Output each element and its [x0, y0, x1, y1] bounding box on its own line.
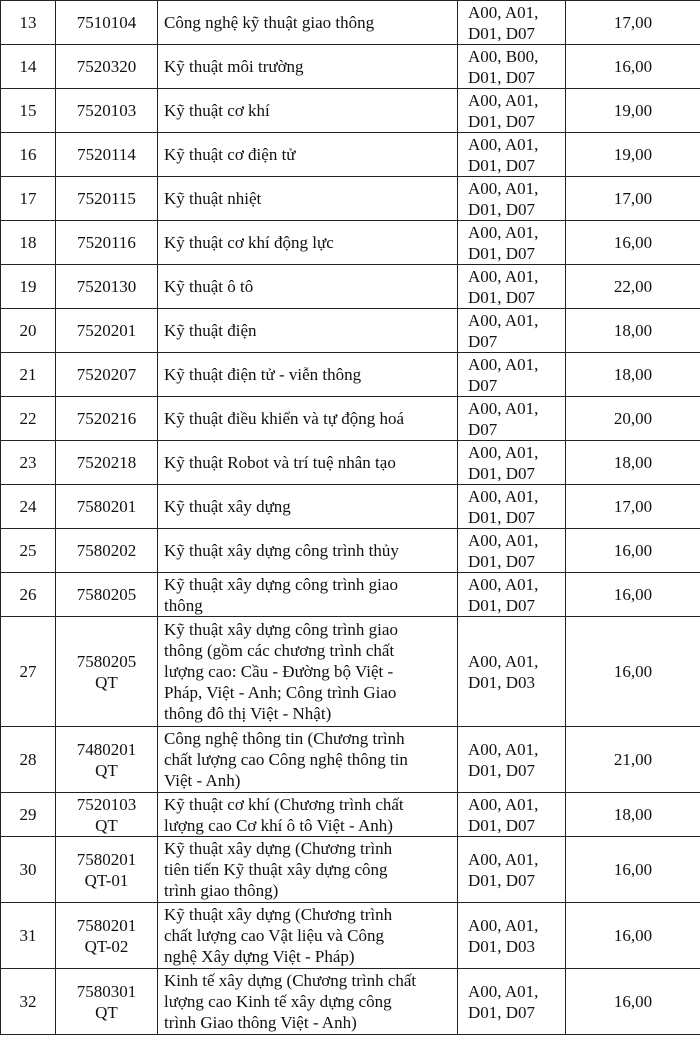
subject-combinations: A00, A01, D01, D07 [468, 442, 539, 483]
major-code: 7520218 [76, 453, 137, 472]
subject-combinations-cell [458, 837, 566, 903]
major-name-cell [158, 265, 458, 309]
row-number: 32 [19, 992, 37, 1011]
cutoff-score-cell [566, 177, 700, 221]
subject-combinations-cell [458, 529, 566, 573]
subject-combinations-cell [458, 397, 566, 441]
table-row [1, 353, 700, 397]
major-name: Kỹ thuật cơ khí [164, 101, 270, 120]
major-name-cell [158, 309, 458, 353]
row-number-cell [1, 529, 56, 573]
major-code-cell [56, 397, 158, 441]
major-name-cell [158, 221, 458, 265]
table-row [1, 221, 700, 265]
cutoff-score: 17,00 [613, 189, 653, 208]
cutoff-score-cell [566, 969, 700, 1035]
subject-combinations: A00, A01, D01, D07 [468, 222, 539, 263]
major-code: 7580202 [76, 541, 137, 560]
major-name-cell [158, 45, 458, 89]
major-code-cell [56, 45, 158, 89]
subject-combinations: A00, A01, D01, D07 [468, 178, 539, 219]
cutoff-score: 16,00 [613, 926, 653, 945]
cutoff-score: 19,00 [613, 101, 653, 120]
major-name: Kỹ thuật điều khiển và tự động hoá [164, 409, 405, 428]
row-number-cell [1, 485, 56, 529]
major-code: 7520216 [76, 409, 137, 428]
table-row [1, 617, 700, 727]
row-number: 26 [19, 585, 37, 604]
major-name: Kỹ thuật xây dựng (Chương trình chất lượng cao Vật liệu và Công nghệ Xây dựng Việt - Pháp) [164, 905, 393, 966]
cutoff-score: 16,00 [613, 662, 653, 681]
row-number: 22 [19, 409, 37, 428]
table-row [1, 1, 700, 45]
major-name: Kỹ thuật điện tử - viễn thông [164, 365, 362, 384]
major-name: Kỹ thuật ô tô [164, 277, 254, 296]
major-code: 7520207 [76, 365, 137, 384]
major-code-cell [56, 353, 158, 397]
major-code-cell [56, 221, 158, 265]
cutoff-score-cell [566, 617, 700, 727]
cutoff-score-cell [566, 837, 700, 903]
subject-combinations-cell [458, 309, 566, 353]
cutoff-score: 16,00 [613, 541, 653, 560]
table-row [1, 903, 700, 969]
subject-combinations: A00, A01, D01, D03 [468, 915, 539, 956]
major-code: 7520320 [76, 57, 137, 76]
subject-combinations: A00, A01, D01, D07 [468, 90, 539, 131]
subject-combinations-cell [458, 573, 566, 617]
table-row [1, 177, 700, 221]
row-number-cell [1, 1, 56, 45]
row-number: 15 [19, 101, 37, 120]
table-row [1, 969, 700, 1035]
row-number: 19 [19, 277, 37, 296]
row-number-cell [1, 133, 56, 177]
major-code: 7520103 QT [76, 794, 137, 835]
cutoff-score-cell [566, 221, 700, 265]
major-name: Công nghệ kỹ thuật giao thông [164, 13, 375, 32]
major-code: 7510104 [76, 13, 137, 32]
subject-combinations-cell [458, 353, 566, 397]
row-number-cell [1, 969, 56, 1035]
major-name: Kỹ thuật xây dựng công trình thủy [164, 541, 399, 560]
row-number: 17 [19, 189, 37, 208]
major-name-cell [158, 133, 458, 177]
major-code-cell [56, 793, 158, 837]
major-name: Kỹ thuật cơ khí động lực [164, 233, 334, 252]
major-name-cell [158, 969, 458, 1035]
table-row [1, 727, 700, 793]
cutoff-score-cell [566, 45, 700, 89]
cutoff-score-cell [566, 133, 700, 177]
major-code-cell [56, 573, 158, 617]
cutoff-score-cell [566, 397, 700, 441]
row-number-cell [1, 441, 56, 485]
cutoff-score: 16,00 [613, 860, 653, 879]
major-code-cell [56, 89, 158, 133]
major-name: Kỹ thuật xây dựng [164, 497, 291, 516]
subject-combinations: A00, A01, D01, D07 [468, 981, 539, 1022]
cutoff-score: 18,00 [613, 453, 653, 472]
subject-combinations-cell [458, 617, 566, 727]
cutoff-score: 19,00 [613, 145, 653, 164]
major-name-cell [158, 177, 458, 221]
row-number: 29 [19, 805, 37, 824]
major-name-cell [158, 441, 458, 485]
subject-combinations: A00, A01, D01, D07 [468, 794, 539, 835]
row-number: 14 [19, 57, 37, 76]
major-code: 7520201 [76, 321, 137, 340]
row-number: 23 [19, 453, 37, 472]
subject-combinations-cell [458, 727, 566, 793]
subject-combinations: A00, A01, D01, D07 [468, 574, 539, 615]
major-name-cell [158, 793, 458, 837]
cutoff-score: 18,00 [613, 805, 653, 824]
row-number-cell [1, 353, 56, 397]
subject-combinations: A00, A01, D01, D03 [468, 651, 539, 692]
row-number-cell [1, 903, 56, 969]
cutoff-score: 21,00 [613, 750, 653, 769]
major-name: Công nghệ thông tin (Chương trình chất lượng cao Công nghệ thông tin Việt - Anh) [164, 729, 408, 790]
major-code-cell [56, 485, 158, 529]
row-number-cell [1, 837, 56, 903]
subject-combinations: A00, A01, D01, D07 [468, 530, 539, 571]
cutoff-score-cell [566, 727, 700, 793]
row-number-cell [1, 177, 56, 221]
major-code-cell [56, 1, 158, 45]
table-row [1, 441, 700, 485]
row-number: 18 [19, 233, 37, 252]
major-name-cell [158, 617, 458, 727]
subject-combinations-cell [458, 89, 566, 133]
subject-combinations-cell [458, 485, 566, 529]
cutoff-score-cell [566, 793, 700, 837]
cutoff-score: 20,00 [613, 409, 653, 428]
subject-combinations-cell [458, 903, 566, 969]
major-name-cell [158, 1, 458, 45]
subject-combinations-cell [458, 793, 566, 837]
major-code: 7520115 [77, 189, 136, 208]
cutoff-score: 18,00 [613, 321, 653, 340]
major-code: 7520130 [76, 277, 137, 296]
major-code-cell [56, 441, 158, 485]
table-row [1, 309, 700, 353]
major-name-cell [158, 397, 458, 441]
row-number-cell [1, 793, 56, 837]
subject-combinations-cell [458, 133, 566, 177]
major-code: 7520103 [76, 101, 137, 120]
major-code: 7580301 QT [76, 981, 137, 1022]
major-name-cell [158, 727, 458, 793]
major-code-cell [56, 529, 158, 573]
major-code-cell [56, 133, 158, 177]
table-row [1, 529, 700, 573]
major-name: Kỹ thuật cơ điện tử [164, 145, 296, 164]
subject-combinations-cell [458, 441, 566, 485]
row-number-cell [1, 89, 56, 133]
major-code-cell [56, 177, 158, 221]
row-number: 13 [19, 13, 37, 32]
cutoff-score: 22,00 [613, 277, 653, 296]
major-code-cell [56, 265, 158, 309]
row-number: 21 [19, 365, 37, 384]
subject-combinations-cell [458, 45, 566, 89]
major-name: Kỹ thuật môi trường [164, 57, 304, 76]
subject-combinations-cell [458, 177, 566, 221]
row-number: 16 [19, 145, 37, 164]
cutoff-score: 16,00 [613, 57, 653, 76]
row-number-cell [1, 573, 56, 617]
table-row [1, 397, 700, 441]
row-number-cell [1, 265, 56, 309]
subject-combinations: A00, A01, D07 [468, 398, 539, 439]
major-name-cell [158, 529, 458, 573]
major-code-cell [56, 969, 158, 1035]
row-number: 27 [19, 662, 37, 681]
row-number-cell [1, 45, 56, 89]
row-number-cell [1, 397, 56, 441]
cutoff-score: 16,00 [613, 992, 653, 1011]
cutoff-score-cell [566, 903, 700, 969]
major-code: 7520114 [77, 145, 136, 164]
cutoff-score-cell [566, 265, 700, 309]
major-name: Kỹ thuật nhiệt [164, 189, 262, 208]
subject-combinations-cell [458, 1, 566, 45]
table-row [1, 485, 700, 529]
row-number-cell [1, 309, 56, 353]
subject-combinations: A00, A01, D01, D07 [468, 739, 539, 780]
major-code-cell [56, 837, 158, 903]
cutoff-score-cell [566, 309, 700, 353]
major-code-cell [56, 727, 158, 793]
major-code: 7580205 [76, 585, 137, 604]
major-code: 7520116 [77, 233, 136, 252]
major-name-cell [158, 903, 458, 969]
major-name-cell [158, 485, 458, 529]
major-name-cell [158, 573, 458, 617]
major-name-cell [158, 837, 458, 903]
table-row [1, 89, 700, 133]
row-number-cell [1, 221, 56, 265]
cutoff-score-cell [566, 353, 700, 397]
cutoff-score: 17,00 [613, 13, 653, 32]
subject-combinations: A00, A01, D07 [468, 354, 539, 395]
subject-combinations: A00, A01, D01, D07 [468, 486, 539, 527]
subject-combinations: A00, A01, D01, D07 [468, 849, 539, 890]
major-name: Kỹ thuật xây dựng công trình giao thông (gồm các chương trình chất lượng cao: Cầu - Đường bộ Việt - Pháp, Việt - Anh; Công trình Giao thông đô thị Việt - Nhật) [164, 620, 398, 723]
row-number: 25 [19, 541, 37, 560]
table-body [1, 1, 700, 1035]
major-code: 7580201 QT-02 [76, 915, 137, 956]
row-number: 20 [19, 321, 37, 340]
major-name: Kỹ thuật Robot và trí tuệ nhân tạo [164, 453, 396, 472]
subject-combinations: A00, A01, D01, D07 [468, 134, 539, 175]
major-code-cell [56, 309, 158, 353]
row-number-cell [1, 727, 56, 793]
row-number: 30 [19, 860, 37, 879]
major-name-cell [158, 89, 458, 133]
cutoff-score-cell [566, 529, 700, 573]
row-number: 31 [19, 926, 37, 945]
major-name: Kỹ thuật điện [164, 321, 257, 340]
cutoff-score: 16,00 [613, 585, 653, 604]
major-code-cell [56, 903, 158, 969]
major-code: 7580201 QT-01 [76, 849, 137, 890]
cutoff-score: 17,00 [613, 497, 653, 516]
cutoff-score-cell [566, 485, 700, 529]
row-number: 24 [19, 497, 37, 516]
subject-combinations: A00, A01, D01, D07 [468, 266, 539, 307]
table-row [1, 265, 700, 309]
subject-combinations-cell [458, 221, 566, 265]
cutoff-score-cell [566, 441, 700, 485]
table-row [1, 793, 700, 837]
major-name-cell [158, 353, 458, 397]
major-code: 7480201 QT [76, 739, 137, 780]
major-code-cell [56, 617, 158, 727]
subject-combinations: A00, A01, D01, D07 [468, 2, 539, 43]
table-row [1, 45, 700, 89]
row-number-cell [1, 617, 56, 727]
subject-combinations-cell [458, 265, 566, 309]
cutoff-score: 16,00 [613, 233, 653, 252]
subject-combinations: A00, B00, D01, D07 [468, 46, 539, 87]
cutoff-score-cell [566, 1, 700, 45]
cutoff-score: 18,00 [613, 365, 653, 384]
cutoff-score-cell [566, 573, 700, 617]
subject-combinations: A00, A01, D07 [468, 310, 539, 351]
major-code: 7580201 [76, 497, 137, 516]
major-name: Kỹ thuật cơ khí (Chương trình chất lượng cao Cơ khí ô tô Việt - Anh) [164, 794, 404, 835]
table-row [1, 837, 700, 903]
subject-combinations-cell [458, 969, 566, 1035]
major-code: 7580205 QT [76, 651, 137, 692]
major-name: Kỹ thuật xây dựng công trình giao thông [164, 574, 398, 615]
major-name: Kinh tế xây dựng (Chương trình chất lượng cao Kinh tế xây dựng công trình Giao thông Việt - Anh) [164, 971, 417, 1032]
table-row [1, 573, 700, 617]
table-row [1, 133, 700, 177]
cutoff-score-cell [566, 89, 700, 133]
row-number: 28 [19, 750, 37, 769]
major-name: Kỹ thuật xây dựng (Chương trình tiên tiến Kỹ thuật xây dựng công trình giao thông) [164, 839, 393, 900]
